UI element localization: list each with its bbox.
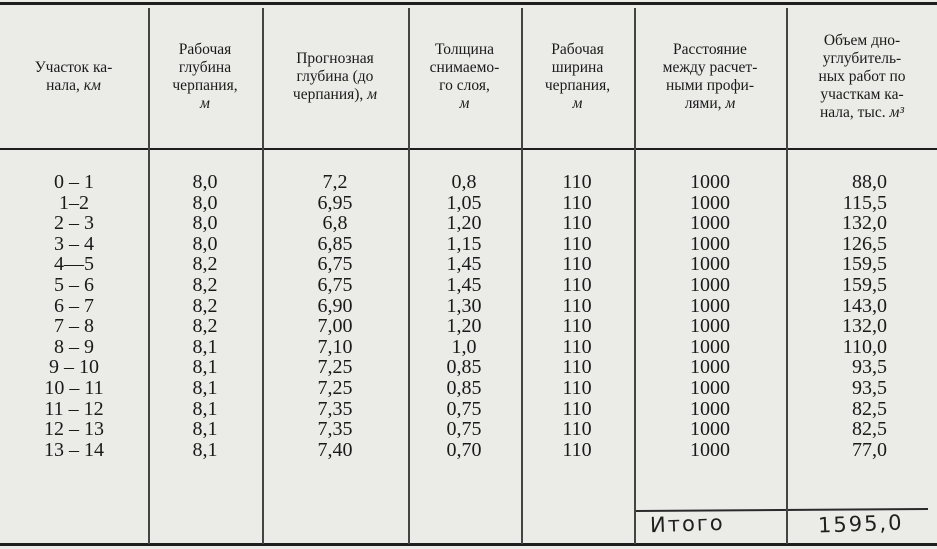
- table-cell: 115,5: [842, 191, 887, 214]
- table-cell: 110: [562, 315, 592, 338]
- table-cell: 1000: [690, 376, 730, 399]
- header-dredging-volume: [787, 8, 937, 146]
- table-cell: 110,0: [842, 335, 887, 358]
- table-cell: 1,0: [451, 335, 477, 358]
- table-cell: 1000: [690, 315, 730, 338]
- table-cell: 110: [562, 232, 592, 255]
- table-cell: 110: [562, 438, 592, 461]
- table-cell: 82,5: [852, 397, 887, 420]
- header-unit: м: [367, 86, 378, 103]
- table-cell: 8,1: [192, 335, 218, 358]
- table-cell: 6,90: [317, 294, 353, 317]
- table-cell: 8,0: [192, 171, 218, 193]
- table-cell: 159,5: [842, 273, 887, 296]
- header-working-width: [522, 8, 633, 146]
- table-cell: 6,95: [317, 191, 353, 214]
- table-cell: 8,1: [192, 418, 218, 441]
- table-cell: 126,5: [842, 232, 887, 255]
- column-working-depth: [149, 172, 261, 460]
- table-cell: 8,1: [192, 376, 218, 399]
- header-forecast-depth-text: Прогнозная глубина (до черпания),: [292, 50, 374, 103]
- table-cell: 8 – 9: [54, 335, 94, 358]
- table-cell: 5 – 6: [54, 273, 94, 296]
- table-cell: 110: [562, 253, 592, 276]
- table-cell: 110: [562, 376, 592, 399]
- table-cell: 7,40: [317, 438, 353, 461]
- table-cell: 4—5: [54, 253, 94, 276]
- table-cell: 1000: [690, 232, 730, 255]
- table-cell: 6,8: [322, 212, 348, 235]
- table-cell: 8,0: [192, 232, 218, 255]
- header-section-text: Участок ка- нала,: [34, 59, 113, 94]
- header-unit: м: [459, 95, 470, 112]
- header-profile-distance-text: Расстояние между расчет- ными профи- лями,: [662, 41, 758, 112]
- table-cell: 132,0: [842, 315, 887, 338]
- total-label: Итого: [649, 510, 726, 538]
- column-working-width: [522, 172, 632, 460]
- column-forecast-depth: [263, 172, 407, 460]
- table-cell: 7,10: [317, 335, 353, 358]
- table-cell: 0,85: [446, 356, 482, 379]
- table-cell: 10 – 11: [44, 376, 104, 399]
- table-cell: 8,2: [192, 294, 218, 317]
- column-layer-thickness: [409, 172, 519, 460]
- table-cell: 8,2: [192, 253, 218, 276]
- table-cell: 9 – 10: [49, 356, 99, 379]
- table-cell: 6,75: [317, 273, 353, 296]
- table-cell: 110: [562, 356, 592, 379]
- header-working-depth: [149, 8, 261, 146]
- table-cell: 82,5: [852, 418, 887, 441]
- table-cell: 1000: [690, 418, 730, 441]
- table-cell: 1000: [690, 335, 730, 358]
- header-unit: м: [725, 95, 736, 112]
- header-working-depth-text: Рабочая глубина черпания,: [172, 41, 238, 94]
- table-cell: 110: [562, 397, 592, 420]
- table-cell: 13 – 14: [44, 438, 104, 461]
- table-cell: 7,35: [317, 418, 353, 441]
- table-cell: 77,0: [852, 438, 887, 461]
- table-cell: 7,00: [317, 315, 353, 338]
- table-cell: 8,1: [192, 438, 218, 461]
- table-cell: 110: [562, 273, 592, 296]
- table-cell: 1,20: [446, 212, 482, 235]
- top-rule: [0, 2, 937, 5]
- header-layer-thickness-text: Толщина снимаемо- го слоя,: [429, 41, 500, 94]
- table-cell: 6 – 7: [54, 294, 94, 317]
- table-cell: 1–2: [59, 191, 89, 214]
- table-cell: 1000: [690, 212, 730, 235]
- table-cell: 1000: [690, 438, 730, 461]
- table-cell: 11 – 12: [44, 397, 104, 420]
- table-cell: 0,75: [446, 418, 482, 441]
- table-cell: 7,25: [317, 356, 353, 379]
- header-unit: м: [572, 95, 583, 112]
- header-section: [0, 8, 147, 146]
- header-unit: км: [83, 77, 101, 94]
- table-cell: 1,05: [446, 191, 482, 214]
- table-cell: 1000: [690, 191, 730, 214]
- total-value: 1595,0: [817, 510, 904, 538]
- table-cell: 8,2: [192, 273, 218, 296]
- header-working-width-text: Рабочая ширина черпания,: [544, 41, 611, 94]
- table-cell: 132,0: [842, 212, 887, 235]
- table-cell: 7,25: [317, 376, 353, 399]
- table-cell: 110: [562, 418, 592, 441]
- table-cell: 0,8: [451, 171, 477, 193]
- table-cell: 1000: [690, 294, 730, 317]
- table-cell: 1000: [690, 356, 730, 379]
- table-cell: 6,75: [317, 253, 353, 276]
- table-cell: 1,45: [446, 253, 482, 276]
- table-cell: 0 – 1: [54, 171, 94, 193]
- table-cell: 7 – 8: [54, 315, 94, 338]
- table-cell: 110: [562, 212, 592, 235]
- header-profile-distance: [635, 8, 785, 146]
- table-cell: 1000: [690, 253, 730, 276]
- table-cell: 2 – 3: [54, 212, 94, 235]
- bottom-rule: [0, 543, 937, 546]
- table-cell: 7,2: [322, 171, 348, 193]
- table-cell: 6,85: [317, 232, 353, 255]
- header-forecast-depth: [263, 8, 407, 146]
- table-cell: 159,5: [842, 253, 887, 276]
- table-cell: 0,75: [446, 397, 482, 420]
- table-cell: 1,20: [446, 315, 482, 338]
- column-dredging-volume: [787, 172, 887, 460]
- table-cell: 7,35: [317, 397, 353, 420]
- table-cell: 1,15: [446, 232, 482, 255]
- table-cell: 143,0: [842, 294, 887, 317]
- table-cell: 110: [562, 191, 592, 214]
- table-cell: 8,2: [192, 315, 218, 338]
- table-cell: 1000: [690, 397, 730, 420]
- header-unit: м: [200, 95, 210, 112]
- table-cell: 110: [562, 171, 592, 193]
- table-cell: 93,5: [852, 376, 887, 399]
- table-cell: 3 – 4: [54, 232, 94, 255]
- table-cell: 8,1: [192, 397, 218, 420]
- table-cell: 1,30: [446, 294, 482, 317]
- table-cell: 8,0: [192, 212, 218, 235]
- table-cell: 88,0: [852, 171, 887, 193]
- table-cell: 0,70: [446, 438, 482, 461]
- header-rule: [0, 148, 937, 150]
- header-unit: м³: [889, 104, 905, 121]
- table-cell: 110: [562, 335, 592, 358]
- table-cell: 1000: [690, 273, 730, 296]
- table-cell: 12 – 13: [44, 418, 104, 441]
- table-cell: 1,45: [446, 273, 482, 296]
- table-cell: 1000: [690, 171, 730, 193]
- table-cell: 93,5: [852, 356, 887, 379]
- table-cell: 8,0: [192, 191, 218, 214]
- column-profile-distance: [635, 172, 785, 460]
- table-cell: 8,1: [192, 356, 218, 379]
- column-section: [0, 172, 148, 460]
- header-layer-thickness: [409, 8, 520, 146]
- header-dredging-volume-text: Объем дно- углубитель- ных работ по участкам ка- нала, тыс.: [818, 32, 906, 121]
- table-cell: 0,85: [446, 376, 482, 399]
- table-cell: 110: [562, 294, 592, 317]
